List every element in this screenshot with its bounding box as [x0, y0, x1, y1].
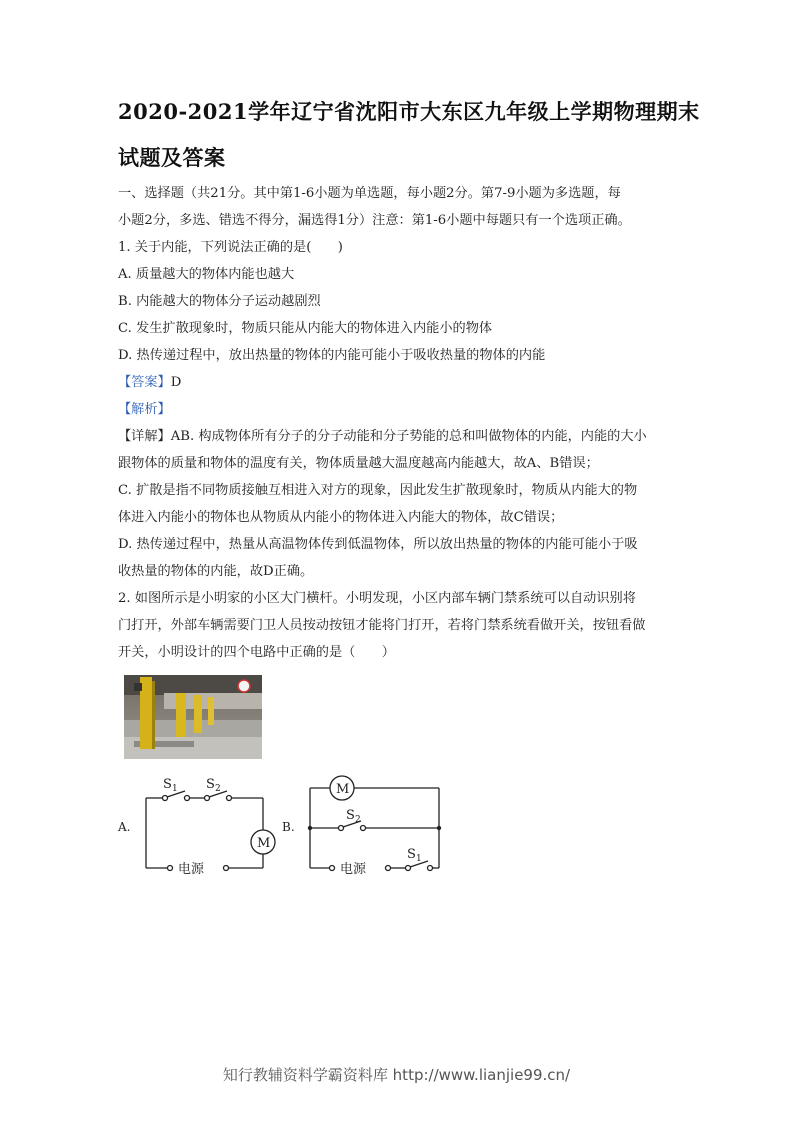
gate-barrier-photo	[124, 675, 262, 759]
q1-detail-line-1	[118, 425, 647, 444]
circuit-b-s1-subscript: 1	[416, 854, 422, 864]
q1-stem: 1. 关于内能，下列说法正确的是( )	[118, 240, 343, 255]
page-footer: 知行教辅资料学霸资料库 http://www.lianjie99.cn/	[222, 1066, 571, 1084]
circuit-a-s1-label: S	[163, 777, 172, 792]
circuit-a-diagram	[140, 770, 280, 880]
q1-detail-line-5: D. 热传递过程中，热量从高温物体传到低温物体，所以放出热量的物体的内能可能小于吸	[118, 537, 638, 552]
q2-stem-line-2: 门打开，外部车辆需要门卫人员按动按钮才能将门打开，若将门禁系统看做开关，按钮看做	[118, 618, 646, 633]
section-intro-line-2: 小题2分，多选、错选不得分，漏选得1分）注意：第1-6小题中每题只有一个选项正确。	[118, 213, 631, 228]
circuit-b-diagram	[302, 770, 452, 880]
q1-detail-line-6: 收热量的物体的内能，故D正确。	[118, 564, 314, 579]
q1-option-b: B. 内能越大的物体分子运动越剧烈	[118, 294, 321, 309]
q1-answer	[118, 371, 181, 390]
analysis-label: 【解析】	[118, 402, 171, 417]
answer-value: D	[170, 375, 182, 390]
circuit-a-option-label: A.	[118, 820, 131, 834]
q2-stem-line-3: 开关，小明设计的四个电路中正确的是（ ）	[118, 645, 395, 660]
q1-option-d: D. 热传递过程中，放出热量的物体的内能可能小于吸收热量的物体的内能	[118, 348, 546, 363]
circuit-b-motor-label: M	[336, 782, 350, 797]
circuit-a-power-label: 电源	[178, 862, 205, 877]
document-title-line-2: 试题及答案	[118, 145, 226, 170]
q1-detail-line-4: 体进入内能小的物体也从物质从内能小的物体进入内能大的物体，故C错误；	[118, 510, 564, 525]
q1-detail-line-2: 跟物体的质量和物体的温度有关，物体质量越大温度越高内能越大，故A、B错误；	[118, 456, 599, 471]
circuit-a-s2-subscript: 2	[215, 784, 221, 794]
circuit-b-option-label: B.	[282, 820, 295, 834]
q1-detail-line-3: C. 扩散是指不同物质接触互相进入对方的现象，因此发生扩散现象时，物质从内能大的物	[118, 483, 638, 498]
circuit-b-power-label: 电源	[340, 862, 367, 877]
detail-text-1: AB. 构成物体所有分子的分子动能和分子势能的总和叫做物体的内能，内能的大小	[170, 429, 647, 444]
circuit-a-s1-subscript: 1	[172, 784, 178, 794]
detail-label: 【详解】	[118, 429, 171, 444]
circuit-b-s1-label: S	[407, 847, 416, 862]
document-title-line-1: 2020-2021学年辽宁省沈阳市大东区九年级上学期物理期末	[118, 99, 700, 124]
circuit-a-s2-label: S	[206, 777, 215, 792]
circuit-b-s2-label: S	[346, 808, 355, 823]
q1-option-c: C. 发生扩散现象时，物质只能从内能大的物体进入内能小的物体	[118, 321, 493, 336]
section-intro-line-1: 一、选择题（共21分。其中第1-6小题为单选题，每小题2分。第7-9小题为多选题，每	[118, 186, 621, 201]
q2-stem-line-1: 2. 如图所示是小明家的小区大门横杆。小明发现，小区内部车辆门禁系统可以自动识别将	[118, 591, 636, 606]
answer-label: 【答案】	[118, 375, 171, 390]
circuit-a-motor-label: M	[257, 836, 271, 851]
circuit-b-s2-subscript: 2	[355, 815, 361, 825]
q1-option-a: A. 质量越大的物体内能也越大	[118, 267, 295, 282]
